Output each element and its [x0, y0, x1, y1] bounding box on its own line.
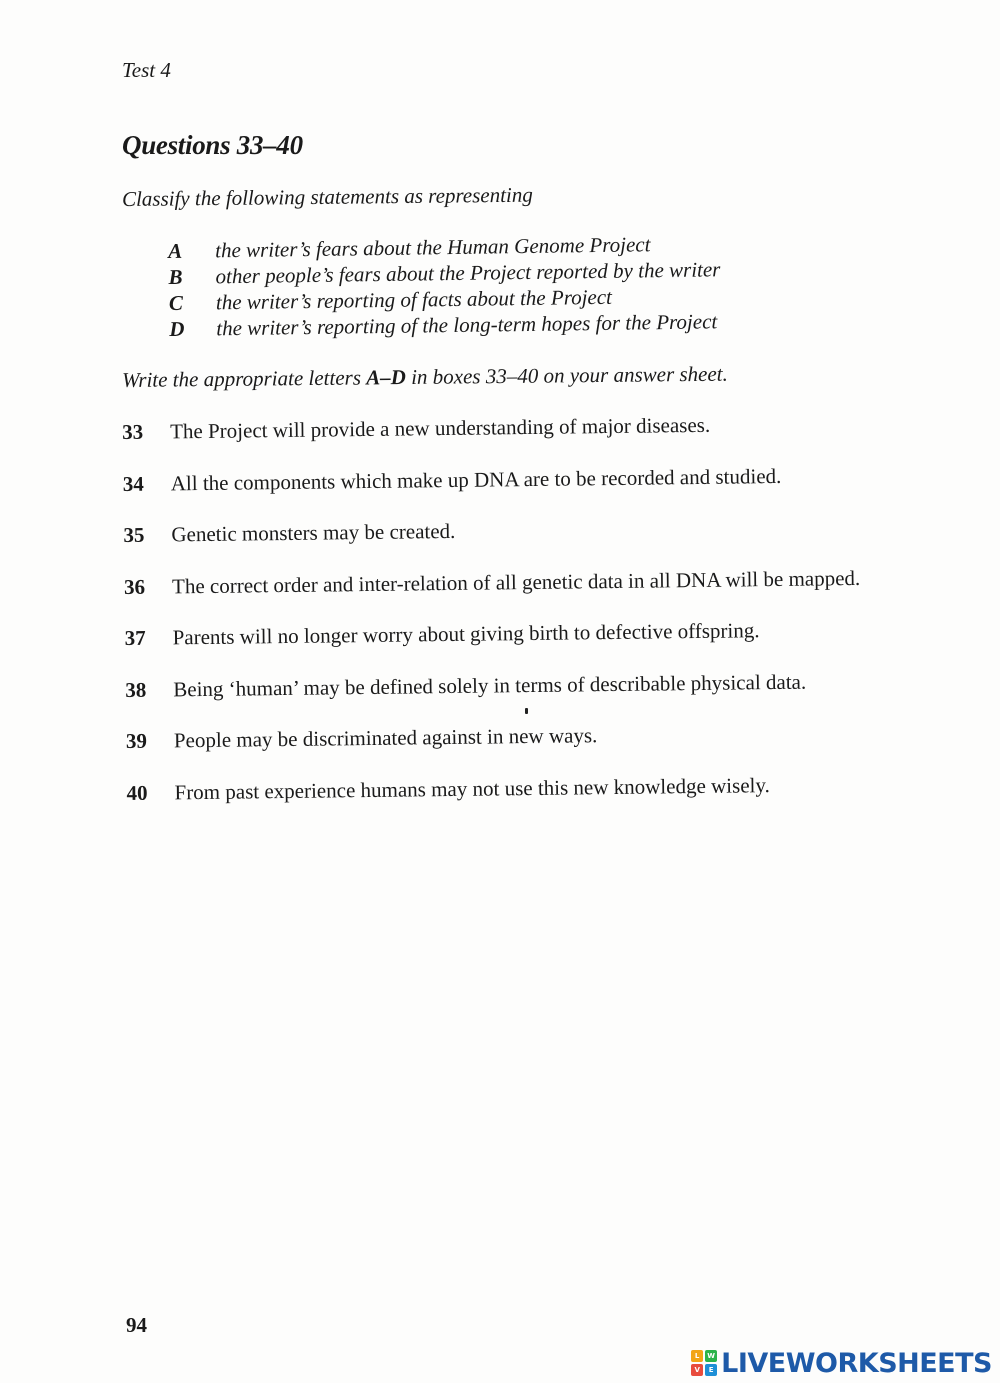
page-number: 94 — [126, 1313, 147, 1337]
question-number: 38 — [125, 677, 147, 702]
logo-tile: L — [691, 1350, 703, 1362]
question-40 — [126, 770, 947, 832]
running-header: Test 4 — [122, 58, 171, 82]
classify-instruction: Classify the following statements as representing — [121, 182, 533, 211]
question-statement: The correct order and inter-relation of all genetic data in all DNA will be mapped. — [171, 565, 861, 598]
question-statement: The Project will provide a new understanding of major diseases. — [169, 412, 711, 444]
option-letter: B — [168, 264, 183, 289]
option-letter: A — [168, 238, 183, 263]
option-list — [168, 229, 789, 342]
question-number: 35 — [123, 522, 145, 547]
logo-tile: V — [691, 1364, 703, 1376]
liveworksheets-brand[interactable] — [691, 1346, 992, 1380]
logo-tile: E — [705, 1364, 717, 1376]
question-statement: Parents will no longer worry about giving birth to defective offspring. — [172, 618, 760, 650]
question-statement: Being ‘human’ may be defined solely in terms of describable physical data. — [173, 669, 807, 701]
question-number: 36 — [123, 574, 146, 599]
answer-instruction-pre: Write the appropriate letters — [121, 365, 367, 392]
option-text: other people’s fears about the Project reported by the writer — [215, 256, 721, 288]
option-text: the writer’s reporting of facts about the Project — [215, 284, 613, 314]
question-number: 39 — [125, 728, 148, 753]
question-statement: All the components which make up DNA are to be recorded and studied. — [170, 463, 782, 495]
option-letter: D — [169, 316, 185, 341]
option-letter: C — [168, 290, 184, 315]
section-title: Questions 33–40 — [122, 130, 303, 160]
question-list — [122, 410, 947, 832]
question-statement: From past experience humans may not use this new knowledge wisely. — [174, 772, 770, 804]
option-text: the writer’s fears about the Human Genome Project — [215, 231, 651, 262]
answer-instruction-letters: A–D — [366, 365, 406, 390]
liveworksheets-logo-icon — [691, 1350, 717, 1376]
question-number: 40 — [126, 780, 148, 805]
answer-instruction — [122, 362, 728, 393]
question-statement: People may be discriminated against in new ways. — [173, 723, 598, 753]
logo-tile: W — [705, 1350, 717, 1362]
question-number: 33 — [122, 419, 144, 444]
question-number: 34 — [122, 471, 144, 496]
answer-instruction-post: in boxes 33–40 on your answer sheet. — [405, 361, 728, 390]
option-text: the writer’s reporting of the long-term hopes for the Project — [216, 308, 718, 340]
scan-speck — [525, 708, 528, 714]
question-statement: Genetic monsters may be created. — [171, 518, 456, 547]
brand-name: LIVEWORKSHEETS — [721, 1347, 992, 1379]
question-number: 37 — [124, 625, 146, 650]
